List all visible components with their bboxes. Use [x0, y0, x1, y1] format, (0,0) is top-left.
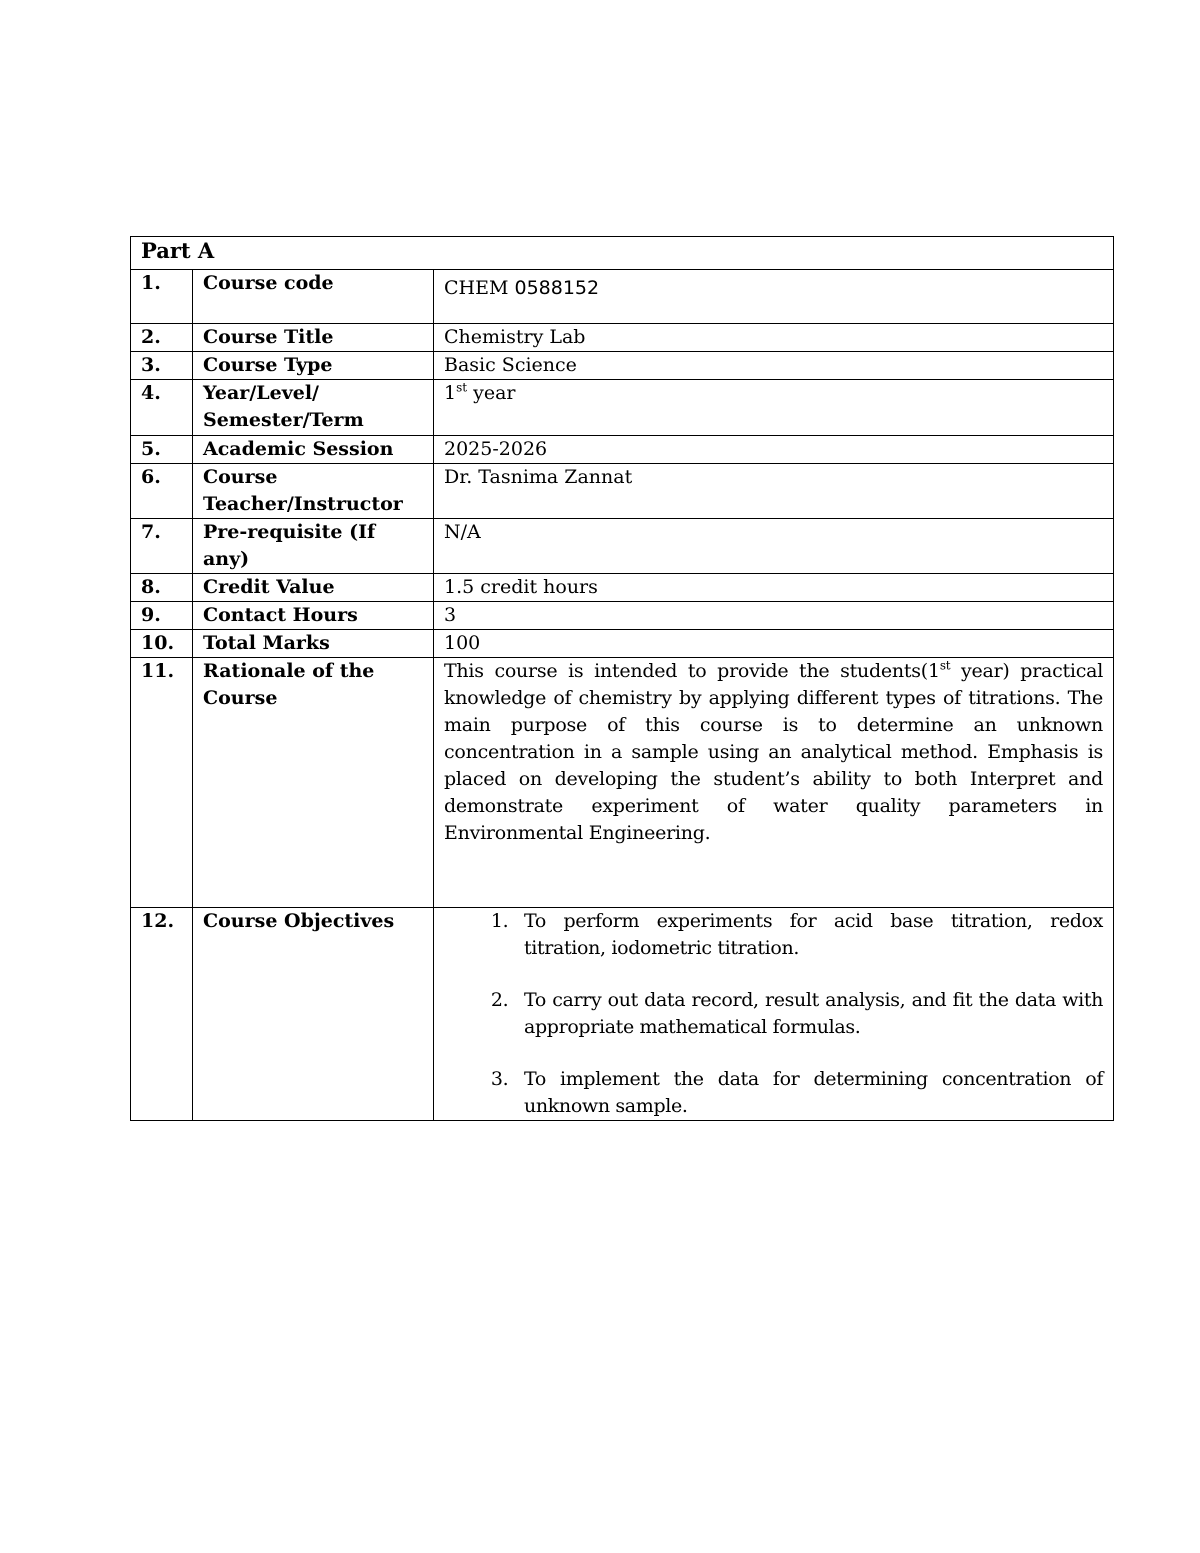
academic-session-value: 2025-2026 — [434, 436, 1114, 464]
table-row — [131, 324, 1114, 352]
row-label — [193, 658, 434, 908]
year-level-value — [434, 380, 1114, 436]
row-label-line1: Year/Level/ — [203, 382, 319, 404]
table-row — [131, 602, 1114, 630]
table-row — [131, 380, 1114, 436]
table-row — [131, 908, 1114, 1121]
year-ordinal: st — [456, 380, 468, 395]
row-label — [193, 464, 434, 519]
row-label: Course code — [193, 270, 434, 324]
row-label: Credit Value — [193, 574, 434, 602]
row-label: Contact Hours — [193, 602, 434, 630]
table-row — [131, 658, 1114, 908]
rationale-text — [434, 658, 1114, 908]
course-title-value: Chemistry Lab — [434, 324, 1114, 352]
prerequisite-value: N/A — [434, 519, 1114, 574]
row-label: Academic Session — [193, 436, 434, 464]
row-label — [193, 380, 434, 436]
row-label: Course Type — [193, 352, 434, 380]
total-marks-value: 100 — [434, 630, 1114, 658]
course-info-table — [130, 236, 1114, 1121]
rationale-part2: year) practical knowledge of chemistry by applying different types of titrations. The main purpose of this course is to determine an unknown concentration in a sample using an analytical method. Emphasis is placed on developing the student’s ability to both Interpret and demonstrate experiment of water quality parameters in Environmental Engineering. — [444, 660, 1104, 844]
table-header-row — [131, 237, 1114, 270]
year-number: 1 — [444, 382, 457, 404]
rationale-ordinal: st — [939, 658, 951, 673]
table-row — [131, 630, 1114, 658]
row-number: 4. — [131, 380, 193, 436]
course-code-number: 0588152 — [514, 277, 600, 299]
row-number: 12. — [131, 908, 193, 1121]
row-number: 11. — [131, 658, 193, 908]
row-label: Course Objectives — [193, 908, 434, 1121]
row-number: 7. — [131, 519, 193, 574]
row-label-line2: Teacher/Instructor — [203, 493, 403, 515]
row-number: 10. — [131, 630, 193, 658]
row-number: 8. — [131, 574, 193, 602]
row-number: 9. — [131, 602, 193, 630]
row-number: 2. — [131, 324, 193, 352]
part-title: Part A — [131, 237, 1114, 270]
table-row — [131, 270, 1114, 324]
row-number: 1. — [131, 270, 193, 324]
list-item: 1. To perform experiments for acid base titration, redox titration, iodometric titration. — [514, 908, 1103, 962]
objectives-list — [444, 908, 1103, 1120]
course-code-value — [434, 270, 1114, 324]
row-label: Total Marks — [193, 630, 434, 658]
row-label: Pre-requisite (If any) — [193, 519, 434, 574]
course-teacher-value: Dr. Tasnima Zannat — [434, 464, 1114, 519]
course-type-value: Basic Science — [434, 352, 1114, 380]
table-row — [131, 352, 1114, 380]
row-label-line1: Rationale of the — [203, 660, 375, 682]
row-number: 5. — [131, 436, 193, 464]
table-row — [131, 519, 1114, 574]
row-label: Course Title — [193, 324, 434, 352]
contact-hours-value: 3 — [434, 602, 1114, 630]
course-code-prefix: CHEM — [444, 277, 515, 299]
year-text: year — [467, 382, 516, 404]
row-label-line2: Semester/Term — [203, 409, 364, 431]
list-item: 3. To implement the data for determining concentration of unknown sample. — [514, 1066, 1103, 1120]
table-row — [131, 574, 1114, 602]
row-label-line2: Course — [203, 687, 278, 709]
rationale-part1: This course is intended to provide the students(1 — [444, 660, 940, 682]
objectives-cell — [434, 908, 1114, 1121]
row-label-line1: Course — [203, 466, 278, 488]
credit-value: 1.5 credit hours — [434, 574, 1114, 602]
table-row — [131, 436, 1114, 464]
list-item: 2. To carry out data record, result analysis, and fit the data with appropriate mathematical formulas. — [514, 987, 1103, 1041]
table-row — [131, 464, 1114, 519]
row-number: 6. — [131, 464, 193, 519]
row-number: 3. — [131, 352, 193, 380]
